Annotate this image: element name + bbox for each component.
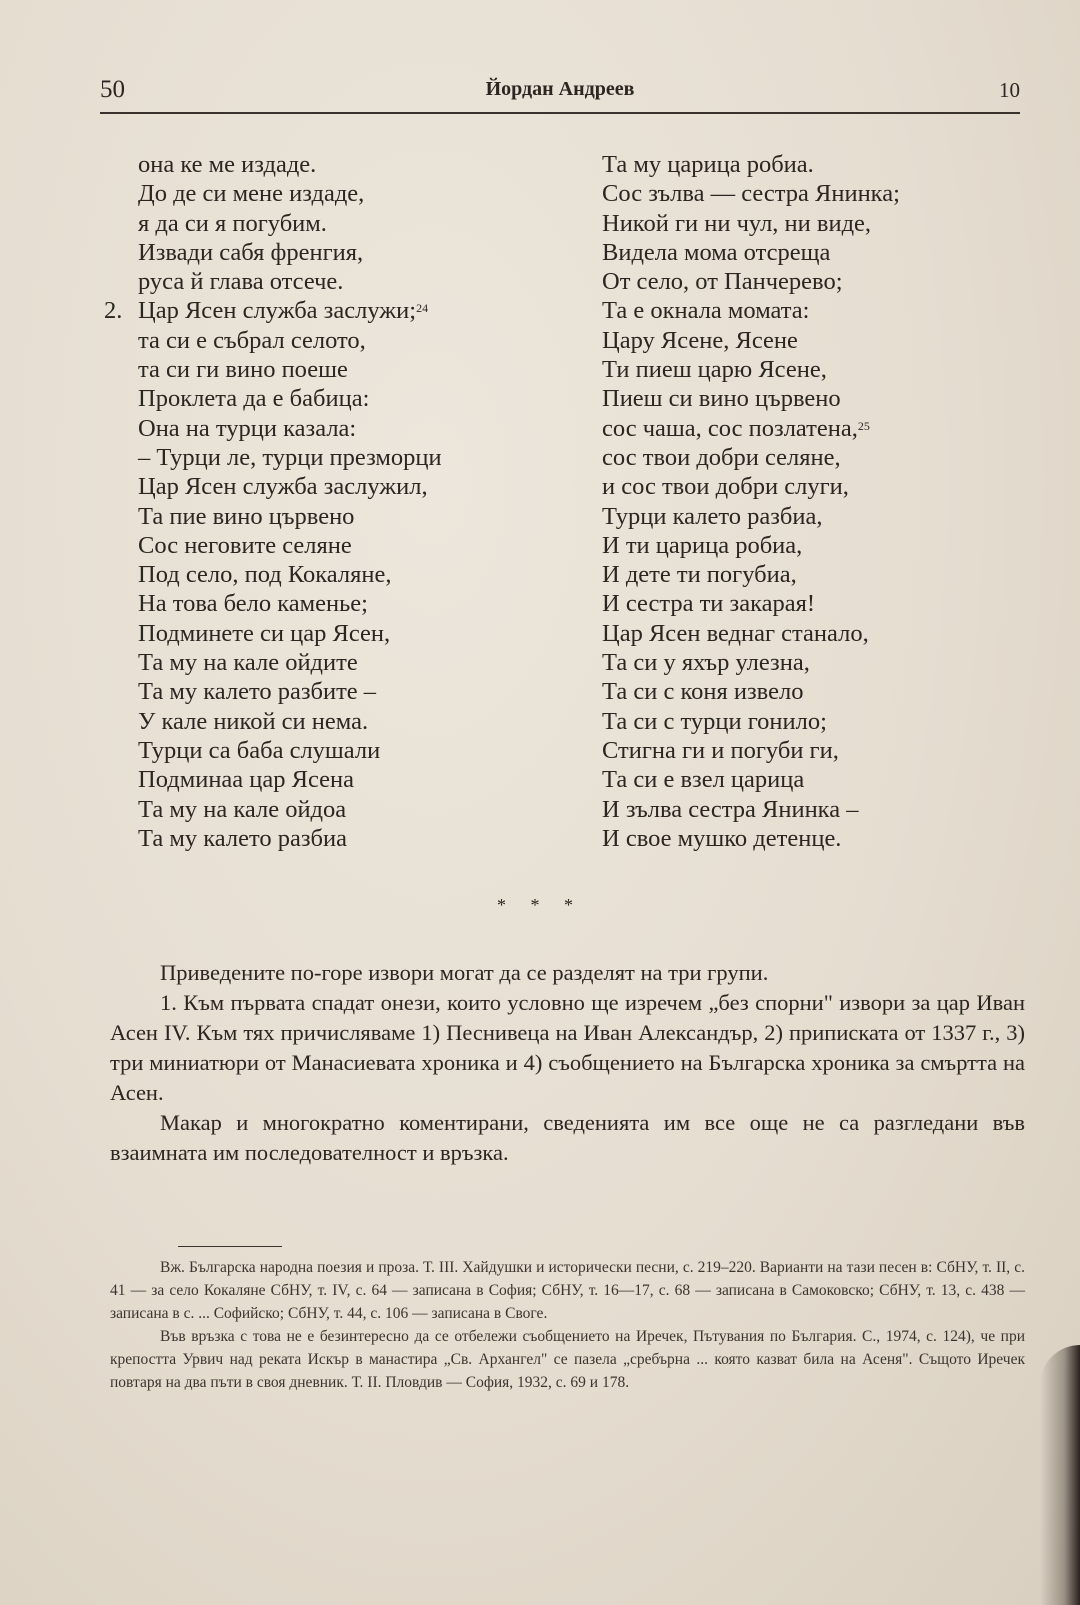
poem-line-text: Стигна ги и погуби ги,	[602, 736, 839, 764]
poem-line-text: Турци калето разбиа,	[602, 502, 823, 530]
poem-line	[138, 179, 568, 208]
poem-line	[138, 414, 568, 443]
poem-line-text: И сестра ти закарая!	[602, 590, 816, 618]
poem-line	[602, 765, 1022, 794]
poem-column-right	[602, 150, 1022, 853]
poem-line-text: Видела мома отсреща	[602, 238, 831, 266]
poem-line-text: Та си у яхър улезна,	[602, 649, 810, 677]
poem-line-text: На това бело каменье;	[138, 590, 368, 618]
poem-line-text: Сос неговите селяне	[138, 531, 352, 559]
poem-line-text: Подминете си цар Ясен,	[138, 619, 391, 647]
poem-line	[602, 619, 1022, 648]
poem-line-text: Под село, под Кокаляне,	[138, 561, 392, 589]
poem-line-text: До де си мене издаде,	[138, 180, 365, 208]
footnote-25: Във връзка с това не е безинтересно да се отбележи съобщението на Иречек, Пътувания по България. С., 1974, с. 124), че при крепостта Урвич над реката Искър в манастира „Св. Архангел" се пазела „сребърна ... която казват била на Асеня". Същото Иречек повтаря на два пъти в своя дневник. Т. II. Пловдив — София, 1932, с. 69 и 178.	[110, 1328, 1025, 1391]
poem-line-text: руса й глава отсече.	[138, 268, 344, 296]
poem-line	[602, 150, 1022, 179]
poem-line-text: Цар Ясен служба заслужи;	[138, 297, 417, 325]
poem-line	[138, 736, 568, 765]
poem-line	[138, 765, 568, 794]
poem-line	[138, 502, 568, 531]
poem-line-text: Пиеш си вино цървено	[602, 385, 841, 413]
poem-line-text: И ти царица робиа,	[602, 531, 803, 559]
poem-line-text: Та му на кале ойдоа	[138, 795, 347, 823]
poem-line-text: та си ги вино поеше	[138, 356, 348, 384]
page-number: 50	[100, 76, 125, 103]
poem-line	[602, 414, 1022, 443]
poem-line	[602, 326, 1022, 355]
poem-line	[602, 296, 1022, 325]
poem-line-text: Та му калето разбите –	[138, 678, 377, 706]
poem-line-text: сос твои добри селяне,	[602, 443, 841, 471]
poem-line-text: Она на турци казала:	[138, 414, 357, 442]
poem-line	[602, 209, 1022, 238]
poem-line	[602, 238, 1022, 267]
footnotes	[110, 1256, 1025, 1394]
poem-line-text: Та му на кале ойдите	[138, 649, 358, 677]
poem-line	[602, 179, 1022, 208]
poem-line	[602, 502, 1022, 531]
poem-line-text: она ке ме издаде.	[138, 151, 317, 178]
paragraph: 1. Към първата спадат онези, които условно ще изречем „без спорни" извори за цар Иван Асен IV. Към тях причисляваме 1) Песнивеца на Иван Александър, 2) приписката от 1337 г., 3) три миниатюри от Манасиевата хроника и 4) съобщението на Българска хроника за смъртта на Асен.	[110, 990, 1025, 1105]
poem-line-text: От село, от Панчерево;	[602, 268, 843, 296]
page-corner-shadow	[1040, 1345, 1080, 1605]
page-header	[100, 72, 1020, 114]
poem-line-text: Турци са баба слушали	[138, 736, 381, 764]
poem-line	[138, 472, 568, 501]
poem-line	[602, 736, 1022, 765]
footnote-ref: 24	[416, 301, 429, 316]
poem-line	[104, 296, 568, 325]
poem-line-text: Та си с коня извело	[602, 678, 804, 706]
poem-line-text: и сос твои добри слуги,	[602, 473, 849, 501]
paragraph: Приведените по-горе извори могат да се разделят на три групи.	[160, 960, 769, 985]
section-number: 10	[999, 78, 1020, 102]
poem-line	[602, 384, 1022, 413]
poem-line	[602, 267, 1022, 296]
poem-line	[602, 531, 1022, 560]
poem-line-text: Проклета да е бабица:	[138, 385, 370, 413]
poem-line-text: И дете ти погубиа,	[602, 561, 797, 589]
body-text	[110, 958, 1025, 1168]
poem-line	[602, 355, 1022, 384]
poem-line-text: Та му царица робиа.	[602, 151, 814, 178]
poem-line	[138, 677, 568, 706]
stanza-number: 2.	[104, 297, 123, 325]
poem-line-text: – Турци ле, турци презморци	[138, 443, 442, 471]
poem-line-text: та си е събрал селото,	[138, 326, 366, 354]
poem-line-text: Та му калето разбиа	[138, 824, 347, 852]
poem-line-text: Извади сабя френгия,	[138, 238, 364, 266]
poem-line-text: Цару Ясене, Ясене	[602, 326, 798, 354]
poem-line	[602, 472, 1022, 501]
poem-line	[602, 707, 1022, 736]
poem-line	[138, 648, 568, 677]
poem-line-text: И свое мушко детенце.	[602, 824, 842, 852]
poem-line-text: Та е окнала момата:	[602, 297, 810, 325]
poem-line	[138, 238, 568, 267]
poem-line	[138, 619, 568, 648]
poem-line	[138, 795, 568, 824]
footnote-24: Вж. Българска народна поезия и проза. Т. III. Хайдушки и исторически песни, с. 219–220. Варианти на тази песен в: СбНУ, т. II, с. 41 — за село Кокаляне СбНУ, т. IV, с. 64 — записана в София; СбНУ, т. 16—17, с. 68 — записана в Самоковско; СбНУ, т. 13, с. 438 — записана в с. ... Софийско; СбНУ, т. 44, с. 106 — записана в Своге.	[110, 1259, 1025, 1322]
poem-line	[138, 267, 568, 296]
running-title: Йордан Андреев	[485, 78, 635, 100]
poem-line-text: Сос зълва — сестра Янинка;	[602, 180, 900, 208]
poem-line-text: Та си е взел царица	[602, 766, 805, 794]
poem-line	[602, 443, 1022, 472]
footnote-rule	[178, 1246, 282, 1247]
poem-line	[602, 795, 1022, 824]
poem-line	[138, 355, 568, 384]
poem-line-text: И зълва сестра Янинка –	[602, 795, 859, 823]
poem-line	[138, 443, 568, 472]
poem-line	[602, 824, 1022, 853]
poem-line	[138, 560, 568, 589]
poem-line	[138, 326, 568, 355]
poem-line-text: Цар Ясен веднаг станало,	[602, 619, 869, 647]
poem-line-text: Ти пиеш царю Ясене,	[602, 356, 827, 384]
poem-line-text: Никой ги ни чул, ни виде,	[602, 209, 872, 237]
poem-line-text: Та пие вино цървено	[138, 502, 355, 530]
poem-line	[138, 209, 568, 238]
poem-line-text: У кале никой си нема.	[138, 707, 369, 735]
poem-line-text: Подминаа цар Ясена	[138, 766, 355, 794]
poem-line	[602, 560, 1022, 589]
poem-line	[138, 589, 568, 618]
poem-line	[602, 648, 1022, 677]
poem-line	[138, 384, 568, 413]
poem-line	[138, 531, 568, 560]
footnote-ref: 25	[857, 418, 870, 433]
poem-line-text: Цар Ясен служба заслужил,	[138, 473, 428, 501]
poem-line-text: сос чаша, сос позлатена,	[602, 414, 858, 442]
poem-line	[602, 589, 1022, 618]
poem-line	[602, 677, 1022, 706]
poem-line	[138, 150, 568, 179]
poem-line	[138, 707, 568, 736]
poem-line-text: Та си с турци гонило;	[602, 707, 827, 735]
poem-line	[138, 824, 568, 853]
poem-column-left	[104, 150, 568, 853]
paragraph: Макар и многократно коментирани, сведенията им все още не са разгледани във взаимната им последователност и връзка.	[110, 1110, 1025, 1165]
section-divider: * * *	[497, 895, 583, 915]
poem-line-text: я да си я погубим.	[138, 209, 327, 237]
